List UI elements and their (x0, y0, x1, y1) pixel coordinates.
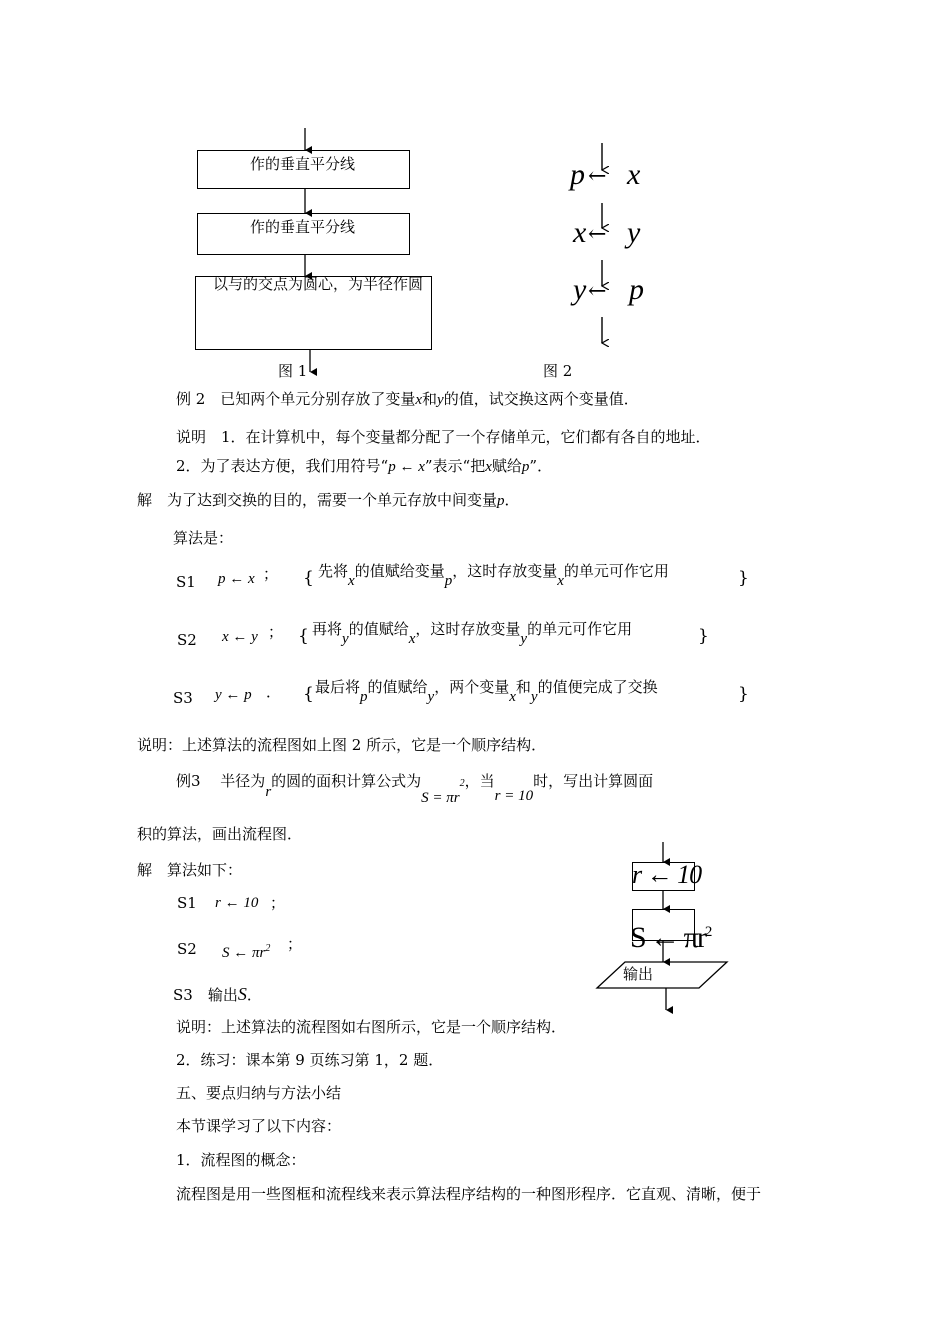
summary-item-1-text: 流程图是用一些图框和流程线来表示算法程序结构的一种图形程序．它直观、清晰，便于 (176, 1185, 762, 1203)
fig1-box-3-text: 以与的交点为圆心，为半径作圆 (213, 275, 424, 293)
fig1-box-1-text: 作的垂直平分线 (250, 155, 356, 173)
ex2-s1-punct: ； (263, 565, 279, 583)
ex2-s1-label: S1 (176, 573, 196, 591)
ex2-s3-brace-open: { (303, 684, 314, 704)
ex2-s3-punct: ． (266, 683, 282, 701)
fig2-row2-arrow: ← (588, 222, 607, 247)
ex2-s2-expr: x ← y (222, 629, 258, 645)
ex3-solution: 解 算法如下： (137, 861, 243, 879)
ex2-s2-label: S2 (177, 631, 197, 649)
fig2-row3-right: p (629, 273, 644, 306)
ex3-s1-label: S1 (177, 894, 197, 912)
ex2-s3-expr: y ← p (215, 687, 252, 703)
ex2-note-2: 2．为了表达方便，我们用符号“p ← x”表示“把x赋给p”． (176, 457, 553, 475)
fig2-row3-arrow: ← (588, 279, 607, 304)
ex3-flow-box-1-text: r ← 10 (632, 860, 702, 889)
ex2-s1-comment: 先将x的值赋给变量p，这时存放变量x的单元可作它用 (318, 562, 669, 589)
ex2-note-1: 说明 1．在计算机中，每个变量都分配了一个存储单元，它们都有各自的地址． (176, 428, 711, 446)
ex2-s3-label: S3 (173, 689, 193, 707)
summary-item-1: 1．流程图的概念： (176, 1151, 306, 1169)
summary-intro: 本节课学习了以下内容： (176, 1117, 342, 1135)
ex2-solution: 解 为了达到交换的目的，需要一个单元存放中间变量p． (137, 491, 520, 509)
ex2-s3-brace-close: } (738, 684, 749, 704)
ex2-s1-expr: p ← x (218, 571, 255, 587)
fig1-caption: 图 1 (278, 362, 308, 380)
ex2-s1-brace-open: { (303, 568, 314, 588)
ex3-s1-expr: r ← 10 (215, 895, 259, 911)
ex3-s1-punct: ； (270, 894, 286, 912)
ex3-flow-output-text: 输出 (623, 965, 654, 983)
ex2-s3-comment: 最后将p的值赋给y，两个变量x和y的值便完成了交换 (315, 678, 658, 705)
ex2-conclusion: 说明：上述算法的流程图如上图 2 所示，它是一个顺序结构． (137, 736, 547, 754)
fig2-row1-arrow: ← (588, 164, 607, 189)
fig2-row2-left: x (573, 216, 587, 249)
fig2-row1-right: x (627, 158, 641, 191)
practice-line: 2．练习：课本第 9 页练习第 1，2 题． (176, 1051, 444, 1069)
ex2-algo-label: 算法是： (173, 529, 234, 547)
ex2-s2-punct: ； (268, 623, 284, 641)
ex2-s1-brace-close: } (738, 568, 749, 588)
ex3-conclusion: 说明：上述算法的流程图如右图所示，它是一个顺序结构． (176, 1018, 567, 1036)
ex3-s2-expr: S ← $\pi r^2$ (222, 943, 271, 961)
ex2-s2-brace-open: { (298, 626, 309, 646)
fig2-caption: 图 2 (543, 362, 573, 380)
ex3-s3: S3 输出S． (173, 984, 262, 1004)
ex3-s2-label: S2 (177, 940, 197, 958)
ex3-flow-box-2-text: S ← $\pi r^2$ (630, 921, 711, 954)
ex3-statement-cont: 积的算法，画出流程图． (137, 825, 303, 843)
fig2-row3-left: y (573, 273, 587, 306)
ex3-s2-punct: ； (287, 935, 303, 953)
ex2-s2-comment: 再将y的值赋给x，这时存放变量y的单元可作它用 (312, 620, 633, 647)
fig1-box-2-text: 作的垂直平分线 (250, 218, 356, 236)
ex2-s2-brace-close: } (698, 626, 709, 646)
ex3-output-parallelogram (597, 962, 727, 988)
fig2-row2-right: y (627, 216, 641, 249)
fig2-row1-left: p (570, 158, 585, 191)
ex2-statement: 例 2 已知两个单元分别存放了变量x和y的值，试交换这两个变量值． (176, 390, 639, 408)
summary-heading: 五、要点归纳与方法小结 (176, 1084, 342, 1102)
ex3-statement: 例3 半径为r的圆的面积计算公式为$S = \pi r^2$，当r = 10时，写出计算圆面 (176, 772, 654, 806)
